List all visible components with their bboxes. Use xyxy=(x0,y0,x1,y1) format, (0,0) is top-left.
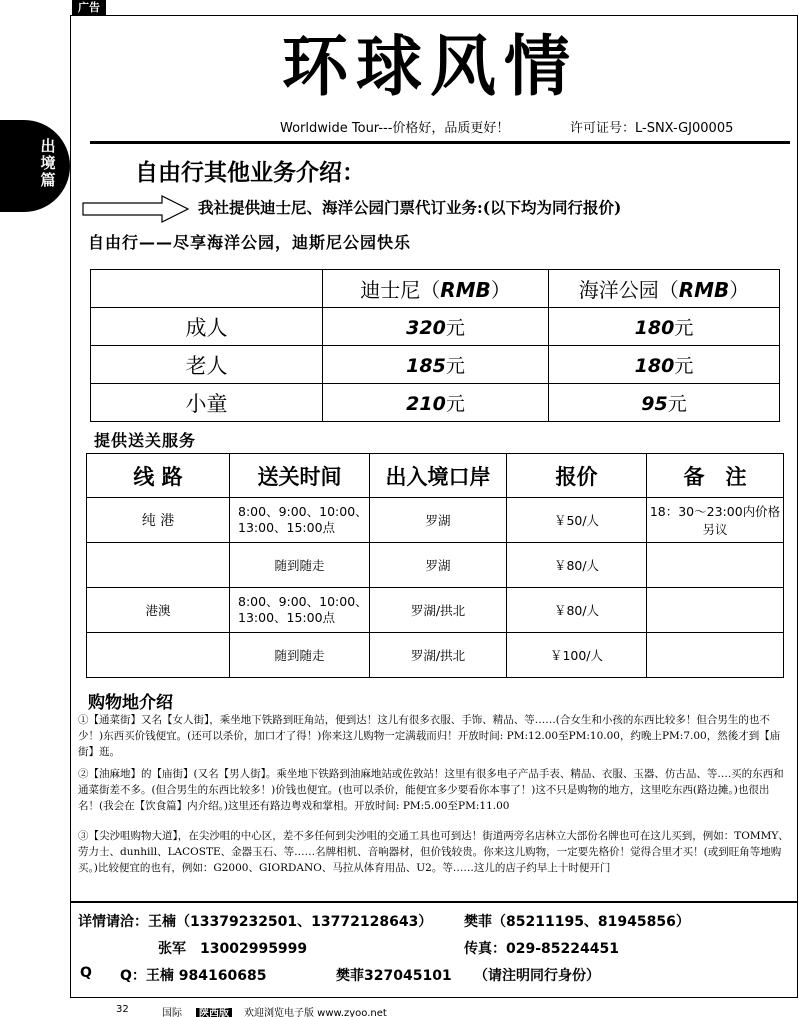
header-note: 备 注 xyxy=(647,454,784,498)
price-unit: 元 xyxy=(674,355,694,377)
ad-tag: 广告 xyxy=(72,0,106,16)
price-unit: 元 xyxy=(445,355,465,377)
disney-price xyxy=(323,346,549,384)
time-cell: 随到随走 xyxy=(230,633,370,678)
table-row xyxy=(87,588,784,633)
row-label: 小童 xyxy=(91,384,323,422)
header-unit: RMB xyxy=(440,278,491,302)
ticket-price-table xyxy=(90,269,780,422)
header-route: 线 路 xyxy=(87,454,230,498)
header-text: ） xyxy=(490,278,511,302)
page-number: 32 xyxy=(116,1004,129,1015)
arrow-right-icon xyxy=(82,194,192,224)
contact-zhangjun: 张军 13002995999 xyxy=(158,941,308,957)
route-table xyxy=(86,453,784,678)
note-cell xyxy=(647,543,784,588)
shopping-paragraph-2: ②【油麻地】的【庙街】(又名【男人街】。乘坐地下铁路到油麻地站或佐敦站！这里有很多电子产品手表、精品、衣服、玉器、仿古品、等….买的东西和通菜街差不多。(但合男生的东西比较多！)价钱也便宜。(也可以杀价，能便宜多少要看你本事了！)这不只是购物的地方，这里吃东西(路边摊。)也很出名！(我会在【饮食篇】内介绍。)这里还有路边粤戏和掌相。开放时间: PM:5.00至PM:11.00 xyxy=(78,768,784,812)
contact-wangnan: 详情请洽：王楠（13379232501、13772128643） xyxy=(78,914,433,930)
route-cell xyxy=(87,543,230,588)
shopping-title: 购物地介绍 xyxy=(88,693,173,713)
port-cell: 罗湖/拱北 xyxy=(370,633,507,678)
qq-wangnan: Q：王楠 984160685 xyxy=(120,968,267,984)
row-label: 老人 xyxy=(91,346,323,384)
price-value: 180 xyxy=(634,355,675,377)
table-row xyxy=(91,346,780,384)
table-row xyxy=(87,633,784,678)
shopping-paragraph-1: ①【通菜街】又名【女人街】，乘坐地下铁路到旺角站，便到达！这儿有很多衣服、手饰、精品、等……(合女生和小孩的东西比较多！但合男生的也不少！)东西买价钱便宜。(还可以杀价，加口才了得！)你来这儿购物一定满载而归！开放时间: PM:12.00至PM:10.00，约晚上PM:7.00，然後才到【庙街】逛。 xyxy=(78,714,781,758)
contact-fanfei: 樊菲（85211195、81945856） xyxy=(464,914,690,930)
price-unit: 元 xyxy=(445,393,465,415)
header-port: 出入境口岸 xyxy=(370,454,507,498)
time-cell: 8:00、9:00、10:00、13:00、15:00点 xyxy=(230,588,370,633)
side-tab-label: 出境篇 xyxy=(40,137,56,189)
price-cell: ￥100/人 xyxy=(507,633,647,678)
price-cell: ￥80/人 xyxy=(507,543,647,588)
note-cell: 18：30～23:00内价格另议 xyxy=(647,498,784,543)
row-label: 成人 xyxy=(91,308,323,346)
route-cell: 港澳 xyxy=(87,588,230,633)
note-cell xyxy=(647,633,784,678)
price-cell: ￥50/人 xyxy=(507,498,647,543)
price-value: 185 xyxy=(406,355,446,377)
footer-text: 欢迎浏览电子版 www.zyoo.net xyxy=(244,1008,387,1017)
table-row xyxy=(87,543,784,588)
note-cell xyxy=(647,588,784,633)
port-cell: 罗湖 xyxy=(370,543,507,588)
footer-badge xyxy=(196,1004,232,1017)
table-row xyxy=(87,498,784,543)
side-tab xyxy=(0,120,70,212)
service-title: 提供送关服务 xyxy=(94,431,197,450)
route-cell xyxy=(87,633,230,678)
table-row xyxy=(91,308,780,346)
license-number: 许可证号：L-SNX-GJ00005 xyxy=(570,121,734,136)
contact-fax: 传真：029-85224451 xyxy=(464,941,619,957)
price-value: 210 xyxy=(406,393,446,415)
brand-title: 环球风情 xyxy=(282,27,578,105)
disney-price xyxy=(323,308,549,346)
qq-fanfei: 樊菲327045101 xyxy=(336,968,452,984)
table-row xyxy=(91,270,780,308)
table-header-ocean-park xyxy=(549,270,780,308)
disney-price xyxy=(323,384,549,422)
price-value: 320 xyxy=(406,317,446,339)
sub-title: 自由行——尽享海洋公园，迪斯尼公园快乐 xyxy=(88,233,412,252)
price-value: 180 xyxy=(634,317,675,339)
port-cell: 罗湖/拱北 xyxy=(370,588,507,633)
header-price: 报价 xyxy=(507,454,647,498)
tagline: Worldwide Tour---价格好，品质更好！ xyxy=(280,121,510,136)
qq-label: Q xyxy=(80,965,92,981)
qq-note: （请注明同行身份） xyxy=(474,968,600,984)
ocean-price xyxy=(549,346,780,384)
price-unit: 元 xyxy=(674,317,694,339)
contact-rule xyxy=(70,901,798,903)
route-cell: 纯 港 xyxy=(87,498,230,543)
footer-section: 国际 xyxy=(162,1008,182,1017)
footer-badge-text: 陕西版 xyxy=(196,1008,232,1017)
header-text: 海洋公园（ xyxy=(578,278,679,302)
time-cell: 随到随走 xyxy=(230,543,370,588)
table-cell xyxy=(91,270,323,308)
price-unit: 元 xyxy=(667,393,687,415)
header-unit: RMB xyxy=(678,278,730,302)
table-row xyxy=(91,384,780,422)
ocean-price xyxy=(549,308,780,346)
price-cell: ￥80/人 xyxy=(507,588,647,633)
ticket-service-text: 我社提供迪士尼、海洋公园门票代订业务:(以下均为同行报价) xyxy=(198,198,622,217)
time-cell: 8:00、9:00、10:00、13:00、15:00点 xyxy=(230,498,370,543)
table-header-disney xyxy=(323,270,549,308)
header-text: 迪士尼（ xyxy=(360,278,441,302)
section-title: 自由行其他业务介绍： xyxy=(135,159,365,186)
header-text: ） xyxy=(729,278,750,302)
port-cell: 罗湖 xyxy=(370,498,507,543)
shopping-paragraph-3: ③【尖沙咀购物大道】，在尖沙咀的中心区，差不多任何到尖沙咀的交通工具也可到达！街道两旁名店林立大部份名牌也可在这儿买到，例如：TOMMY、劳力士、dunhill、LACOSTE、金器玉石、等……名牌相机、音响器材，但价钱较贵。你来这儿购物，一定要先格价！觉得合里才买！(或到旺角等地购买。)比较便宜的也有，例如：G2000、GIORDANO、马拉从体育用品、U2。等……这儿的店子约早上十时便开门 xyxy=(78,830,789,874)
header-time: 送关时间 xyxy=(230,454,370,498)
price-value: 95 xyxy=(641,393,668,415)
ocean-price xyxy=(549,384,780,422)
price-unit: 元 xyxy=(445,317,465,339)
table-header-row xyxy=(87,454,784,498)
header-rule xyxy=(90,141,790,144)
